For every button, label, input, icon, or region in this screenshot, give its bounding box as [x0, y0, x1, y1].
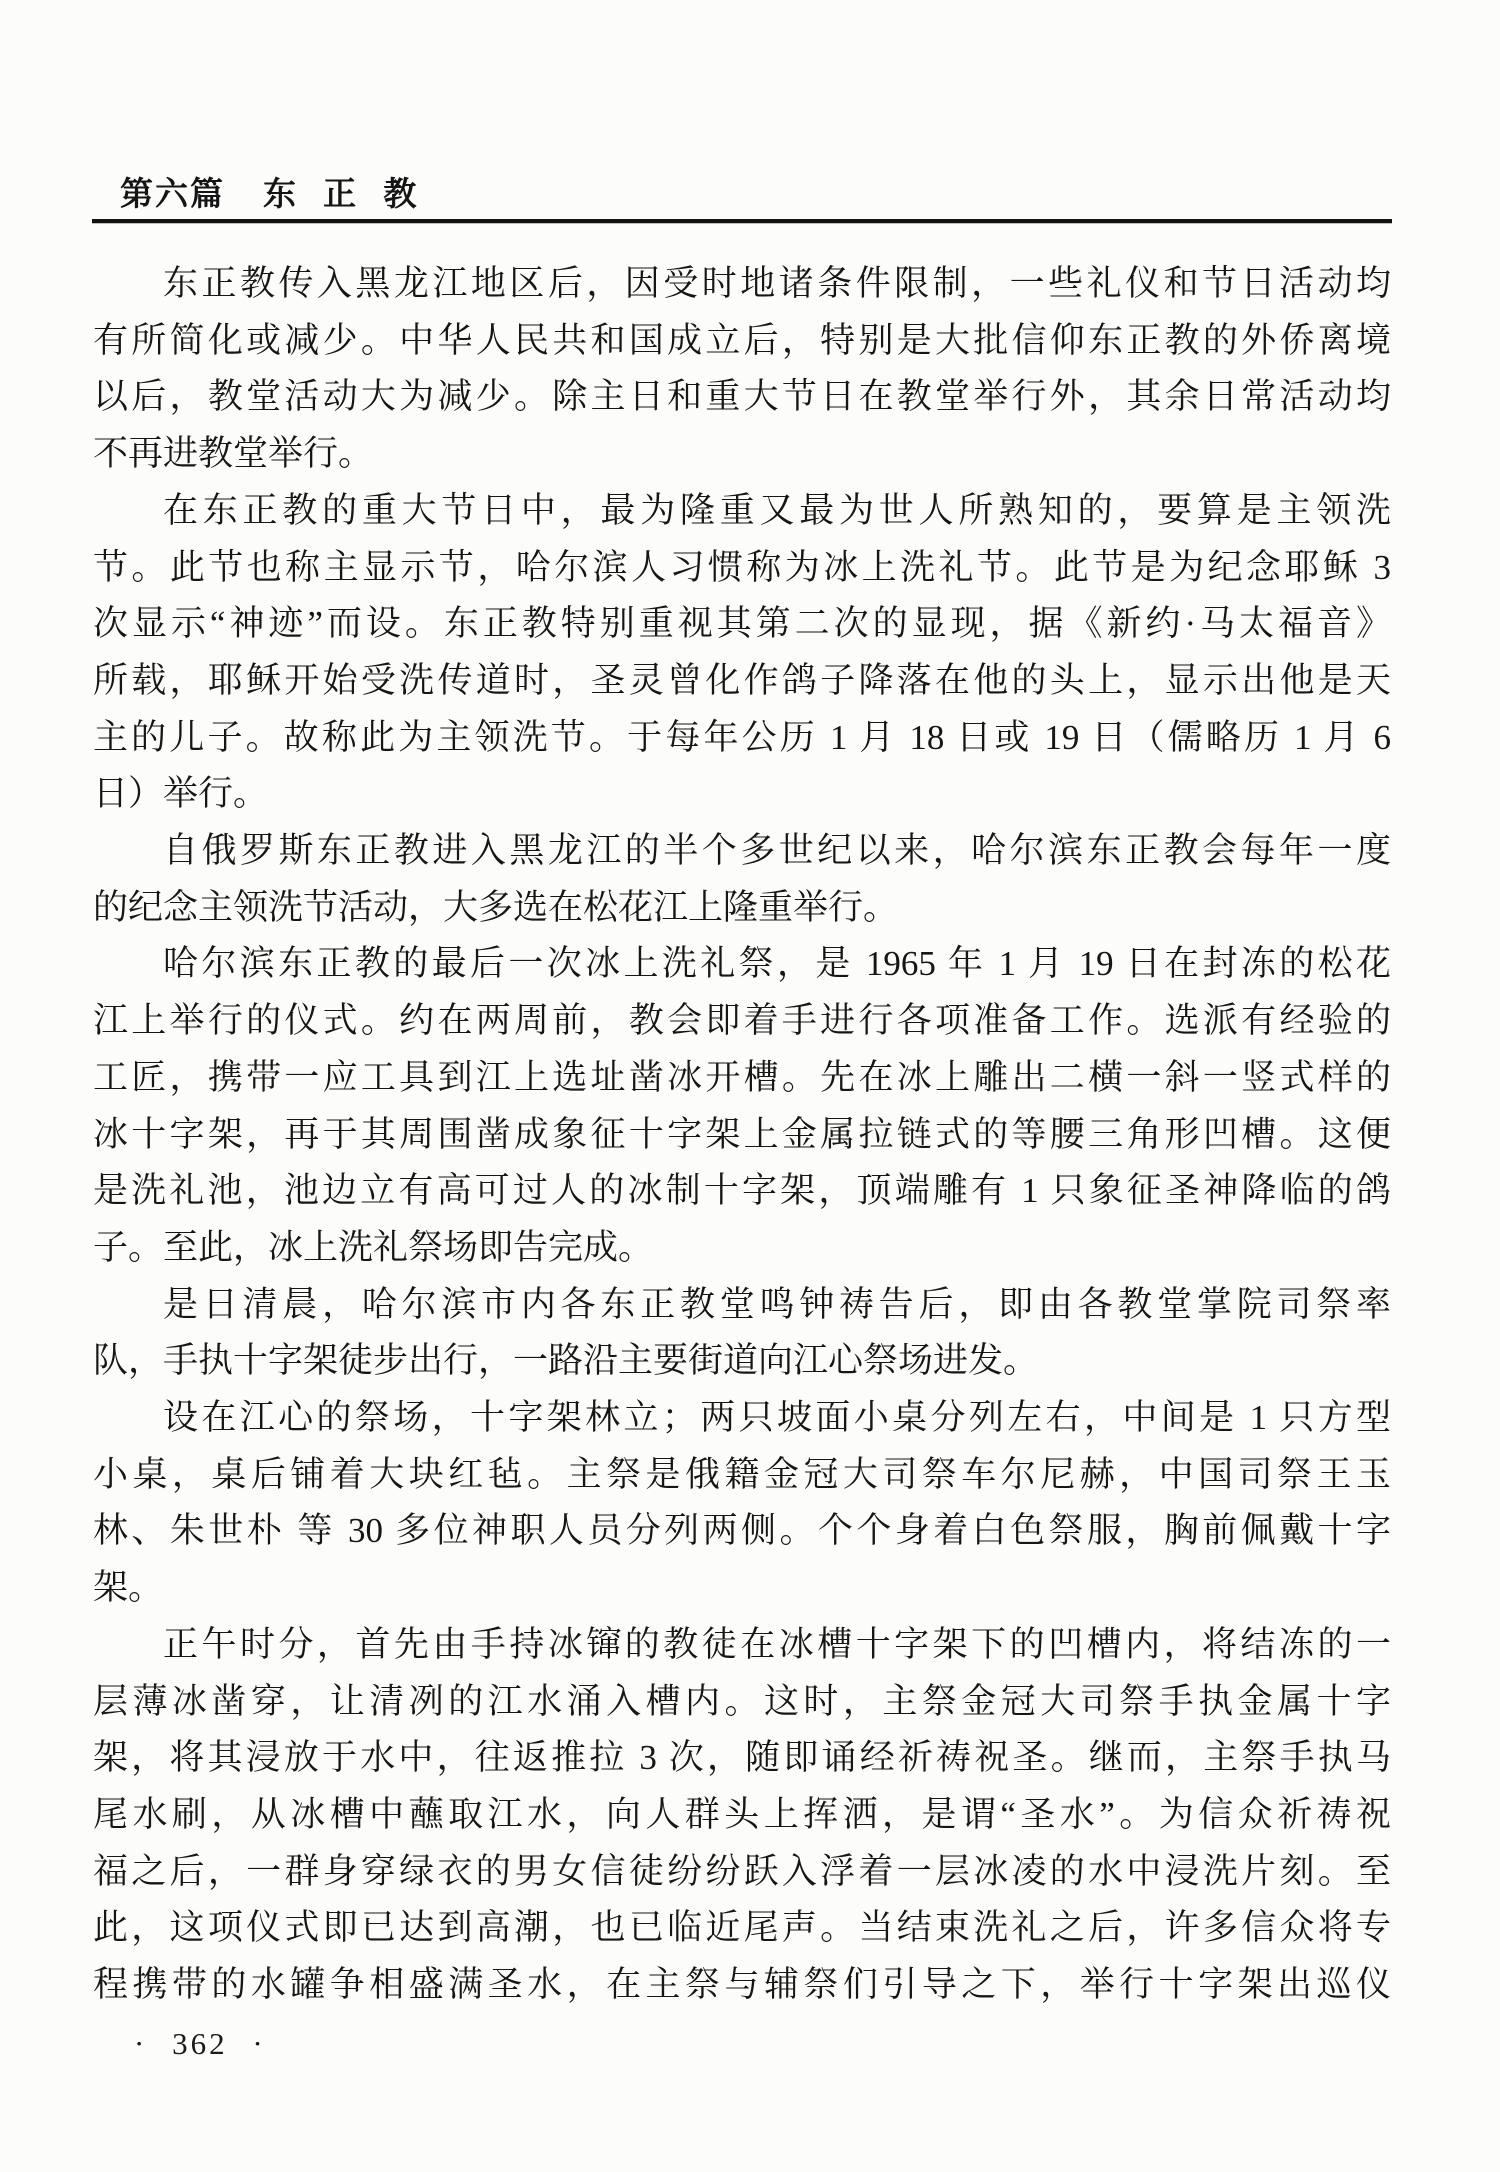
- text-line: 层薄冰凿穿，让清冽的江水涌入槽内。这时，主祭金冠大司祭手执金属十字: [93, 1681, 1391, 1721]
- text-line: 所载，耶稣开始受洗传道时，圣灵曾化作鸽子降落在他的头上，显示出他是天: [93, 660, 1391, 700]
- text-line: 不再进教堂举行。: [93, 434, 374, 474]
- text-line: 自俄罗斯东正教进入黑龙江的半个多世纪以来，哈尔滨东正教会每年一度: [163, 831, 1391, 871]
- text-line: 尾水刷，从冰槽中蘸取江水，向人群头上挥洒，是谓“圣水”。为信众祈祷祝: [93, 1794, 1391, 1834]
- text-line: 冰十字架，再于其周围凿成象征十字架上金属拉链式的等腰三角形凹槽。这便: [93, 1114, 1391, 1154]
- text-line: 有所简化或减少。中华人民共和国成立后，特别是大批信仰东正教的外侨离境: [93, 320, 1391, 360]
- text-line: 林、朱世朴 等 30 多位神职人员分列两侧。个个身着白色祭服，胸前佩戴十字: [93, 1511, 1391, 1551]
- body-text: [93, 256, 1391, 2014]
- text-line: 主的儿子。故称此为主领洗节。于每年公历 1 月 18 日或 19 日（儒略历 1 月 6: [93, 717, 1391, 757]
- section-label: 第六篇: [120, 175, 225, 212]
- page-number: · 362 ·: [134, 2026, 266, 2061]
- text-line: 小桌，桌后铺着大块红毡。主祭是俄籍金冠大司祭车尔尼赫，中国司祭王玉: [93, 1454, 1391, 1494]
- text-line: 的纪念主领洗节活动，大多选在松花江上隆重举行。: [93, 887, 899, 927]
- running-header: [120, 176, 425, 212]
- text-line: 正午时分，首先由手持冰镩的教徒在冰槽十字架下的凹槽内，将结冻的一: [163, 1624, 1391, 1664]
- text-line: 子。至此，冰上洗礼祭场即告完成。: [93, 1227, 654, 1267]
- text-line: 日）举行。: [93, 774, 269, 814]
- text-line: 设在江心的祭场，十字架林立；两只坡面小桌分列左右，中间是 1 只方型: [163, 1398, 1391, 1438]
- section-title: 东 正 教: [263, 175, 426, 212]
- text-line: 队，手执十字架徒步出行，一路沿主要街道向江心祭场进发。: [93, 1341, 1039, 1381]
- text-line: 以后，教堂活动大为减少。除主日和重大节日在教堂举行外，其余日常活动均: [93, 377, 1391, 417]
- text-line: 福之后，一群身穿绿衣的男女信徒纷纷跃入浮着一层冰凌的水中浸洗片刻。至: [93, 1851, 1391, 1891]
- text-line: 是洗礼池，池边立有高可过人的冰制十字架，顶端雕有 1 只象征圣神降临的鸽: [93, 1171, 1391, 1211]
- text-line: 工匠，携带一应工具到江上选址凿冰开槽。先在冰上雕出二横一斜一竖式样的: [93, 1057, 1391, 1097]
- text-line: 次显示“神迹”而设。东正教特别重视其第二次的显现，据《新约·马太福音》: [93, 604, 1391, 644]
- text-line: 此，这项仪式即已达到高潮，也已临近尾声。当结束洗礼之后，许多信众将专: [93, 1908, 1391, 1948]
- text-line: 哈尔滨东正教的最后一次冰上洗礼祭，是 1965 年 1 月 19 日在封冻的松花: [163, 944, 1391, 984]
- text-line: 江上举行的仪式。约在两周前，教会即着手进行各项准备工作。选派有经验的: [93, 1001, 1391, 1041]
- text-line: 架，将其浸放于水中，往返推拉 3 次，随即诵经祈祷祝圣。继而，主祭手执马: [93, 1738, 1391, 1778]
- text-line: 是日清晨，哈尔滨市内各东正教堂鸣钟祷告后，即由各教堂掌院司祭率: [163, 1284, 1391, 1324]
- header-rule: [92, 219, 1392, 223]
- text-line: 在东正教的重大节日中，最为隆重又最为世人所熟知的，要算是主领洗: [163, 490, 1391, 530]
- text-line: 架。: [93, 1568, 164, 1608]
- text-line: 程携带的水罐争相盛满圣水，在主祭与辅祭们引导之下，举行十字架出巡仪: [93, 1965, 1391, 2005]
- text-line: 节。此节也称主显示节，哈尔滨人习惯称为冰上洗礼节。此节是为纪念耶稣 3: [93, 547, 1391, 587]
- text-line: 东正教传入黑龙江地区后，因受时地诸条件限制，一些礼仪和节日活动均: [163, 264, 1391, 303]
